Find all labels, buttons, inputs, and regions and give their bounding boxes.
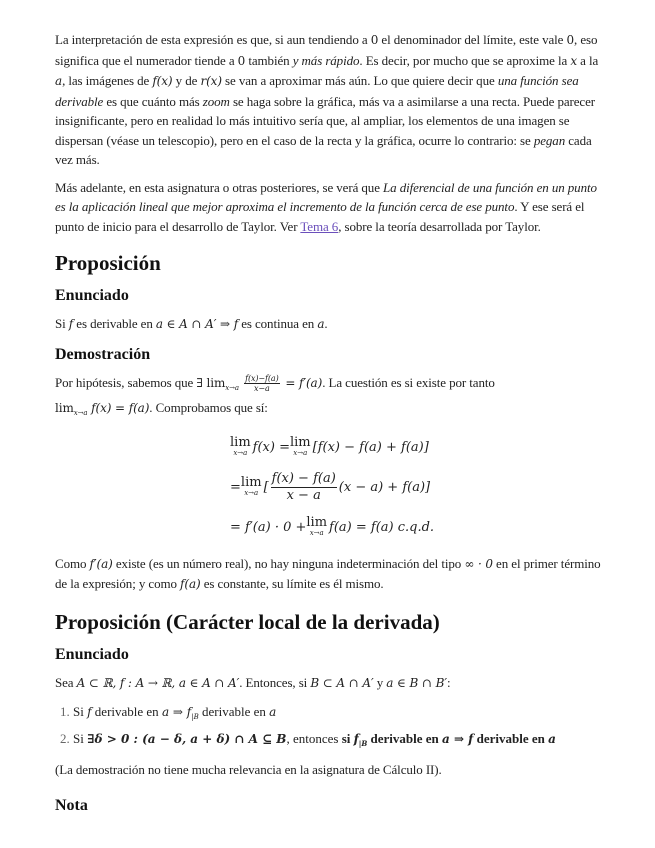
demostracion-heading: Demostración <box>55 345 151 363</box>
list-item: 2. Si ∃δ > 0 : (a − δ, a + δ) ∩ A ⊆ B, entonces si $f_{|B}$ derivable en a ⇒ f derivable en a <box>73 728 603 754</box>
enunciado-heading: Enunciado <box>55 287 129 304</box>
demostracion-text: Por hipótesis, sabemos que ∃ $\lim_{x\to a}$ $\frac{f(x)-f(a)}{x-a}$ = f′(a). La cuestión es si existe por tanto $\lim_{x\to a} f(x) = f(a)$. Comprobamos que sí: <box>55 374 495 417</box>
enunciado-intro: Sea A ⊂ ℝ, f : A → ℝ, a ∈ A ∩ A′. Entonces, si B ⊂ A ∩ A′ y a ∈ B ∩ B′: <box>55 674 451 690</box>
equation-block <box>55 430 603 546</box>
enunciado-heading-2: Enunciado <box>55 645 129 663</box>
enunciado-text: Si f es derivable en a ∈ A ∩ A′ ⇒ f es continua en a. <box>55 316 328 331</box>
paragraph-interpretation: La interpretación de esta expresión es que, si aun tendiendo a 0 el denominador del límite, este vale 0, eso significa que el numerador tiende a 0 también y más rápido. Es decir, por mucho que se aproxime la x a la a, las imágenes de f(x) y de r(x) se van a aproximar más aún. Lo que quiere decir que una función sea derivable es que cuánto más zoom se haga sobre la gráfica, más va a asimilarse a una recta. Puede parecer insignificante, pero en realidad lo más intuitivo sería que, al ampliar, los elementos de una imagen se dispersan (véase un telescopio), pero en el caso de la recta y la gráfica, ocurre lo contrario: se pegan cada vez más. <box>55 32 599 167</box>
equation-line-3: = f′(a) · 0 + lim x→a f(a) = f(a) c.q.d. <box>230 514 435 537</box>
equation-line-1: lim x→a f(x) = lim x→a [f(x) − f(a) + f(a)] <box>230 434 429 457</box>
equation-line-2: = lim x→a [ $\frac{f(x) - f(a)}{x - a}$ (x − a) + f(a)] <box>230 471 431 503</box>
tema-6-link[interactable]: Tema 6 <box>300 218 339 234</box>
demonstration-note: (La demostración no tiene mucha relevancia en la asignatura de Cálculo II). <box>55 762 442 777</box>
paragraph-differential: Más adelante, en esta asignatura o otras posteriores, se verá que La diferencial de una función en un punto es la aplicación lineal que mejor aproxima el incremento de la función cerca de ese punto. Y ese será el punto de inicio para el desarrollo de Taylor. Ver Tema 6, sobre la teoría desarrollada por Taylor. <box>55 179 597 234</box>
proposition-list <box>55 701 603 754</box>
nota-heading: Nota <box>55 796 88 814</box>
difference-quotient: $\frac{f(x)-f(a)}{x-a}$ <box>245 374 279 394</box>
list-item: 1. Si f derivable en a ⇒ $f_{|B}$ derivable en a <box>73 701 603 728</box>
conclusion-text: Como f′(a) existe (es un número real), no hay ninguna indeterminación del tipo ∞ · 0 en el primer término de la expresión; y como f(a) es constante, su límite es él mismo. <box>55 555 601 591</box>
section-title-caracter-local: Proposición (Carácter local de la derivada) <box>55 609 440 634</box>
section-title-proposicion: Proposición <box>55 251 161 275</box>
